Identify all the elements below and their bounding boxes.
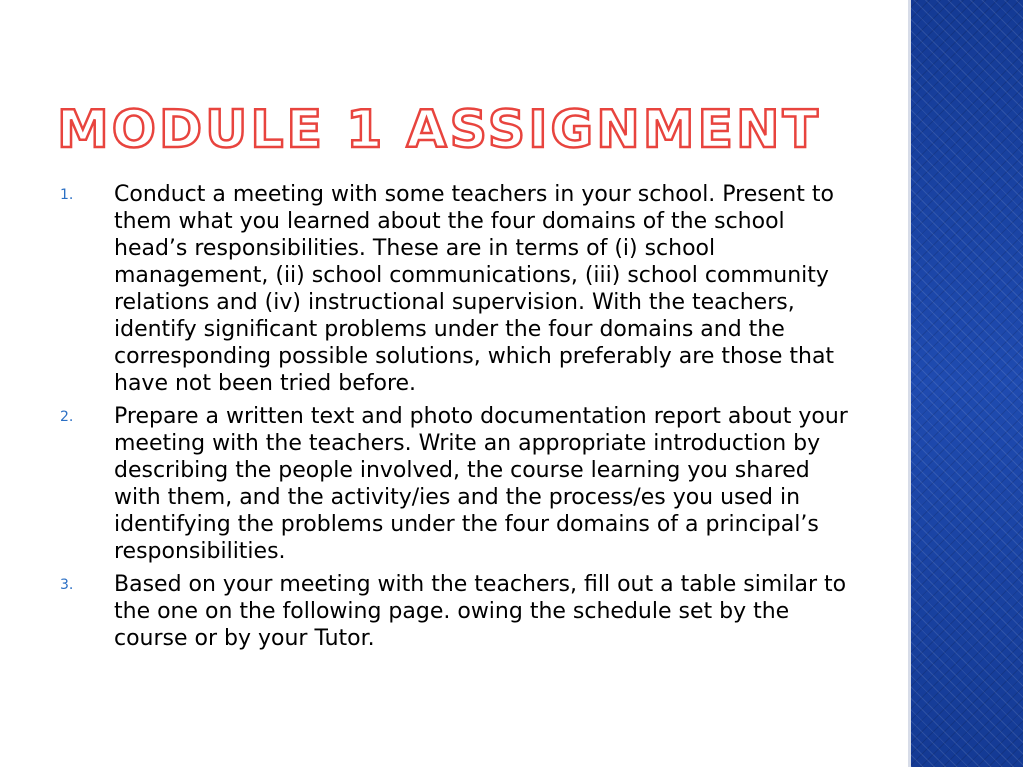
- list-item-text: Based on your meeting with the teachers, fill out a table similar to the one on the following page. owing the schedule set by the course or by your Tutor.: [114, 572, 847, 651]
- list-item-number: 3.: [60, 577, 74, 593]
- list-item-text: Conduct a meeting with some teachers in your school. Present to them what you learned about the four domains of the school head’s responsibilities. These are in terms of (i) school management, (ii) school communications, (iii) school community relations and (iv) instructional supervision. With the teachers, identify significant problems under the four domains and the corresponding possible solutions, which preferably are those that have not been tried before.: [114, 182, 835, 396]
- decorative-side-band: [911, 0, 1023, 767]
- assignment-list: [57, 181, 857, 658]
- list-item-text: Prepare a written text and photo documentation report about your meeting with the teachers. Write an appropriate introduction by describing the people involved, the course learning you shared with them, and the activity/ies and the process/es you used in identifying the problems under the four domains of a principal’s responsibilities.: [114, 404, 848, 564]
- list-item: [57, 403, 857, 565]
- list-item: [57, 571, 857, 652]
- list-item: [57, 181, 857, 397]
- list-item-number: 1.: [60, 187, 74, 203]
- list-item-number: 2.: [60, 409, 74, 425]
- slide-title: MODULE 1 ASSIGNMENT: [57, 100, 822, 160]
